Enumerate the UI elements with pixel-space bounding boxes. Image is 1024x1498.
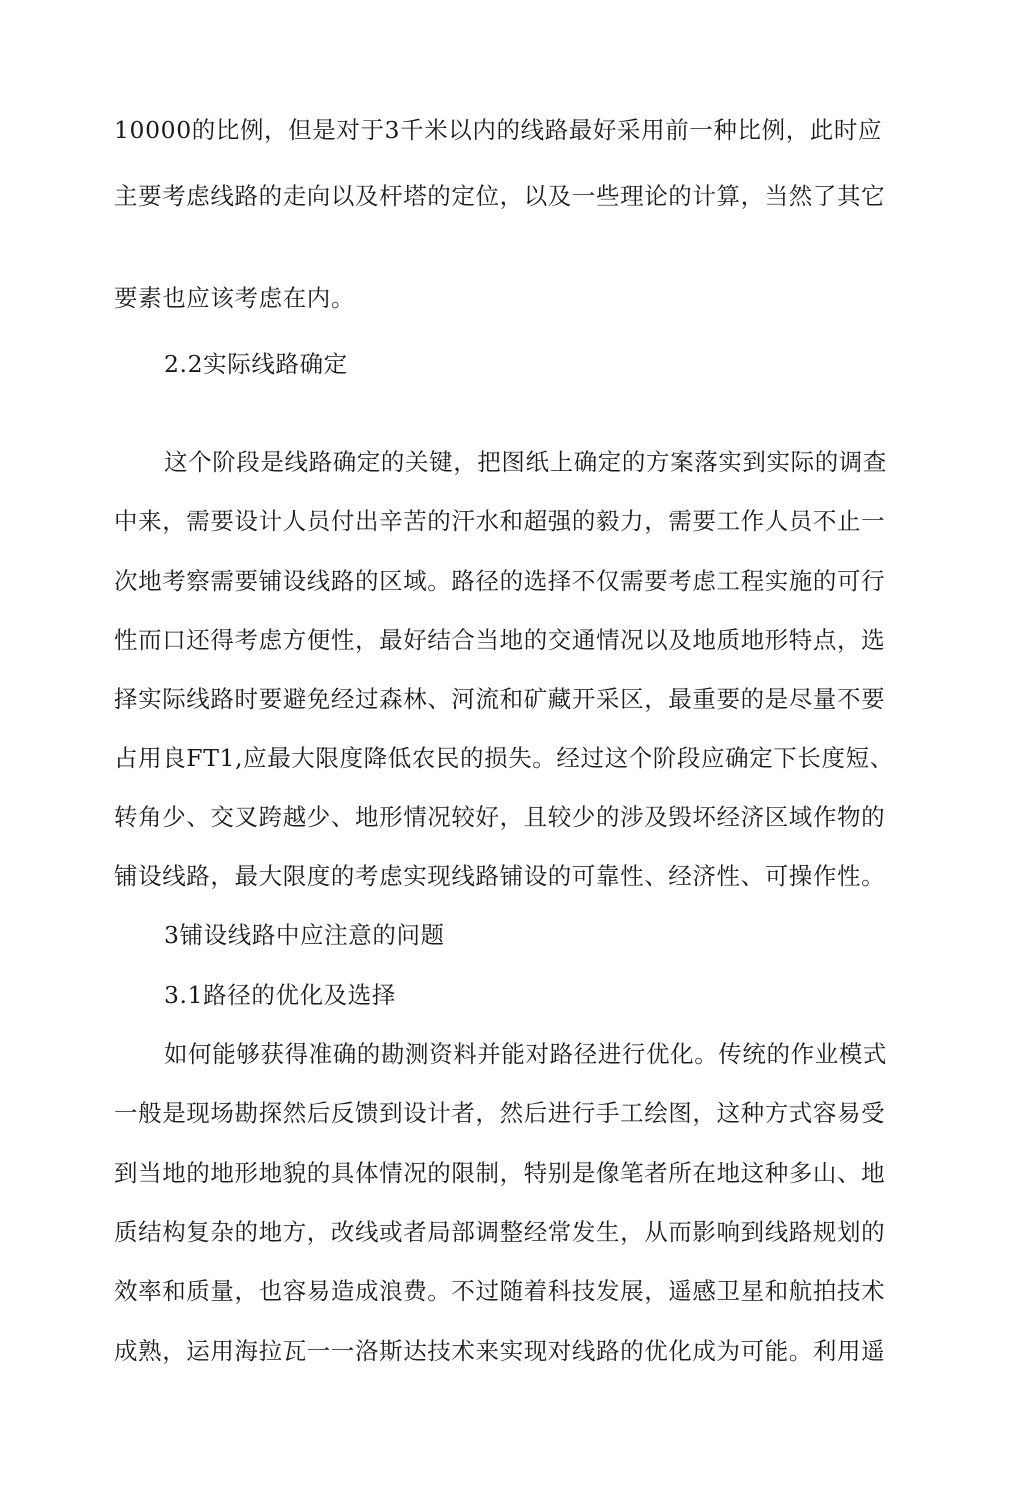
text-line: 效率和质量，也容易造成浪费。不过随着科技发展，遥感卫星和航拍技术 — [114, 1277, 886, 1305]
paragraph-first-line: 如何能够获得准确的勘测资料并能对路径进行优化。传统的作业模式 — [164, 1040, 887, 1068]
text-line: 中来，需要设计人员付出辛苦的汗水和超强的毅力，需要工作人员不止一 — [114, 507, 886, 535]
text-line: 性而口还得考虑方便性，最好结合当地的交通情况以及地质地形特点，选 — [114, 626, 886, 654]
text-line: 占用良FT1,应最大限度降低农民的损失。经过这个阶段应确定下长度短、 — [114, 744, 894, 772]
text-line: 铺设线路，最大限度的考虑实现线路铺设的可靠性、经济性、可操作性。 — [114, 862, 886, 890]
text-line: 主要考虑线路的走向以及杆塔的定位，以及一些理论的计算，当然了其它 — [114, 182, 886, 210]
text-line: 要素也应该考虑在内。 — [114, 284, 355, 312]
text-line: 一般是现场勘探然后反馈到设计者，然后进行手工绘图，这种方式容易受 — [114, 1099, 886, 1127]
subsection-heading: 3.1路径的优化及选择 — [164, 981, 396, 1009]
text-line: 转角少、交叉跨越少、地形情况较好，且较少的涉及毁坏经济区域作物的 — [114, 803, 886, 831]
text-line: 成熟，运用海拉瓦一一洛斯达技术来实现对线路的优化成为可能。利用遥 — [114, 1337, 886, 1365]
paragraph-first-line: 这个阶段是线路确定的关键，把图纸上确定的方案落实到实际的调查 — [164, 448, 887, 476]
text-line: 10000的比例，但是对于3千米以内的线路最好采用前一种比例，此时应 — [114, 116, 883, 144]
section-heading: 2.2实际线路确定 — [164, 350, 348, 378]
text-line: 到当地的地形地貌的具体情况的限制，特别是像笔者所在地这种多山、地 — [114, 1159, 886, 1187]
text-line: 择实际线路时要避免经过森林、河流和矿藏开采区，最重要的是尽量不要 — [114, 685, 886, 713]
text-line: 质结构复杂的地方，改线或者局部调整经常发生，从而影响到线路规划的 — [114, 1218, 886, 1246]
text-line: 次地考察需要铺设线路的区域。路径的选择不仅需要考虑工程实施的可行 — [114, 567, 886, 595]
section-heading: 3铺设线路中应注意的问题 — [164, 921, 445, 949]
